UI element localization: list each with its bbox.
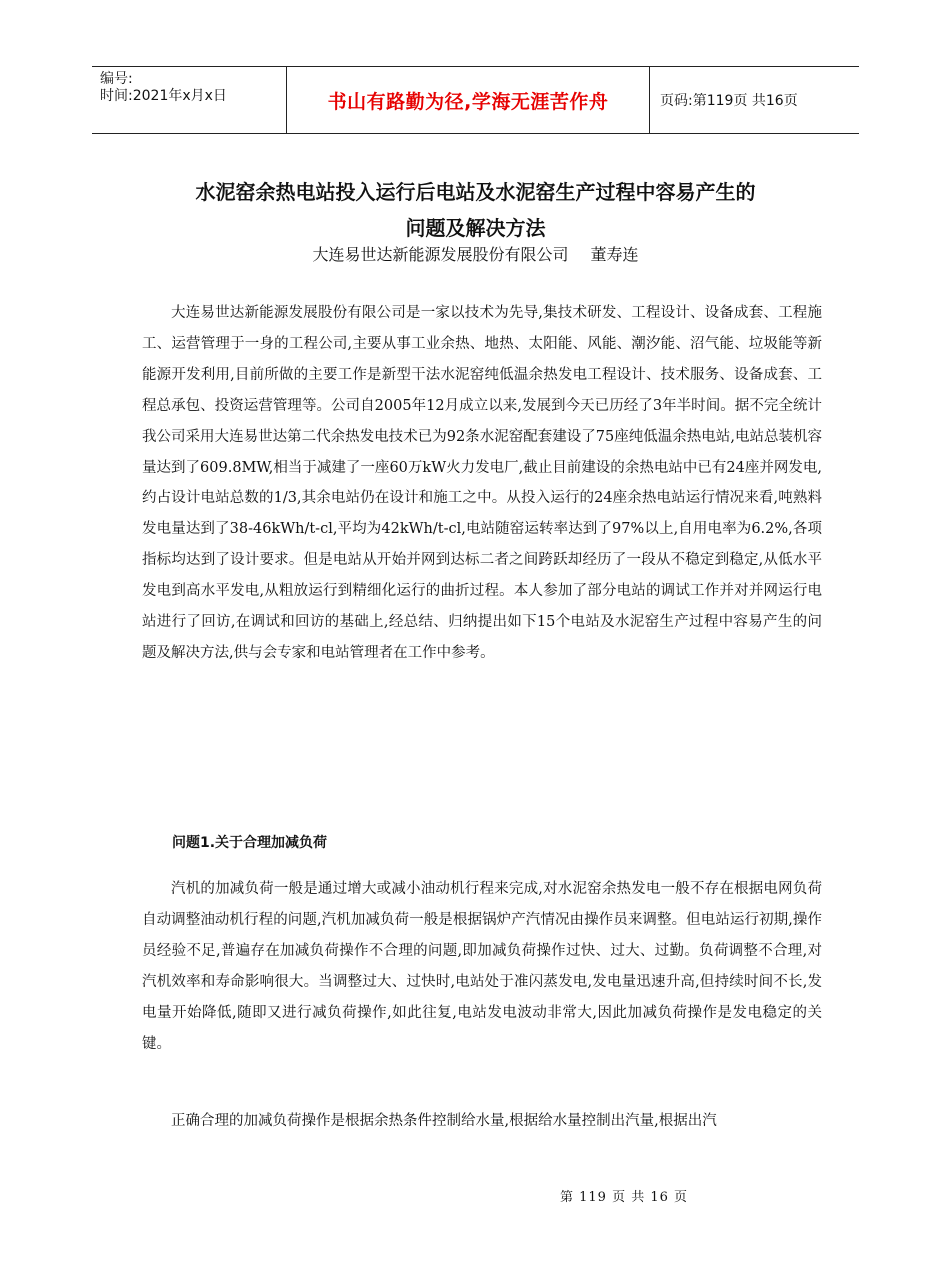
paragraph-load-adjustment [142, 874, 822, 1059]
page-header [92, 66, 859, 134]
document-title-line-2: 问题及解决方法 [405, 216, 546, 240]
paragraph-text: 正确合理的加减负荷操作是根据余热条件控制给水量,根据给水量控制出汽量,根据出汽 [171, 1113, 717, 1129]
header-motto-cell [287, 67, 650, 133]
header-meta [92, 67, 287, 133]
document-title-line-1: 水泥窑余热电站投入运行后电站及水泥窑生产过程中容易产生的 [195, 180, 756, 204]
header-page-code: 页码:第119页 共16页 [660, 93, 798, 109]
paragraph-correct-operation [142, 1106, 822, 1137]
page-footer: 第 119 页 共 16 页 [560, 1190, 689, 1205]
number-label: 编号: [100, 71, 133, 87]
section-heading: 问题1.关于合理加减负荷 [172, 835, 328, 851]
paragraph-intro [142, 298, 822, 669]
header-motto: 书山有路勤为径,学海无涯苦作舟 [327, 90, 609, 113]
author-company: 大连易世达新能源发展股份有限公司 [312, 245, 569, 264]
time-label: 时间:2021年x月x日 [100, 88, 227, 104]
paragraph-text: 大连易世达新能源发展股份有限公司是一家以技术为先导,集技术研发、工程设计、设备成套、工程施工、运营管理于一身的工程公司,主要从事工业余热、地热、太阳能、风能、潮汐能、沼气能、垃圾能等新能源开发利用,目前所做的主要工作是新型干法水泥窑纯低温余热发电工程设计、技术服务、设备成套、工程总承包、投资运营管理等。公司自2005年12月成立以来,发展到今天已历经了3年半时间。据不完全统计我公司采用大连易世达第二代余热发电技术已为92条水泥窑配套建设了75座纯低温余热电站,电站总装机容量达到了609.8MW,相当于减建了一座60万kW火力发电厂,截止目前建设的余热电站中已有24座并网发电,约占设计电站总数的1/3,其余电站仍在设计和施工之中。从投入运行的24座余热电站运行情况来看,吨熟料发电量达到了38-46kWh/t-cl,平均为42kWh/t-cl,电站随窑运转率达到了97%以上,自用电率为6.2%,各项指标均达到了设计要求。但是电站从开始并网到达标二者之间跨跃却经历了一段从不稳定到稳定,从低水平发电到高水平发电,从粗放运行到精细化运行的曲折过程。本人参加了部分电站的调试工作并对并网运行电站进行了回访,在调试和回访的基础上,经总结、归纳提出如下15个电站及水泥窑生产过程中容易产生的问题及解决方法,供与会专家和电站管理者在工作中参考。 [142, 305, 822, 661]
author-name: 董寿连 [590, 245, 639, 264]
author-line [92, 242, 859, 265]
paragraph-text: 汽机的加减负荷一般是通过增大或减小油动机行程来完成,对水泥窑余热发电一般不存在根据电网负荷自动调整油动机行程的问题,汽机加减负荷一般是根据锅炉产汽情况由操作员来调整。但电站运行初期,操作员经验不足,普遍存在加减负荷操作不合理的问题,即加减负荷操作过快、过大、过勤。负荷调整不合理,对汽机效率和寿命影响很大。当调整过大、过快时,电站处于准闪蒸发电,发电量迅速升高,但持续时间不长,发电量开始降低,随即又进行减负荷操作,如此往复,电站发电波动非常大,因此加减负荷操作是发电稳定的关键。 [142, 881, 822, 1052]
